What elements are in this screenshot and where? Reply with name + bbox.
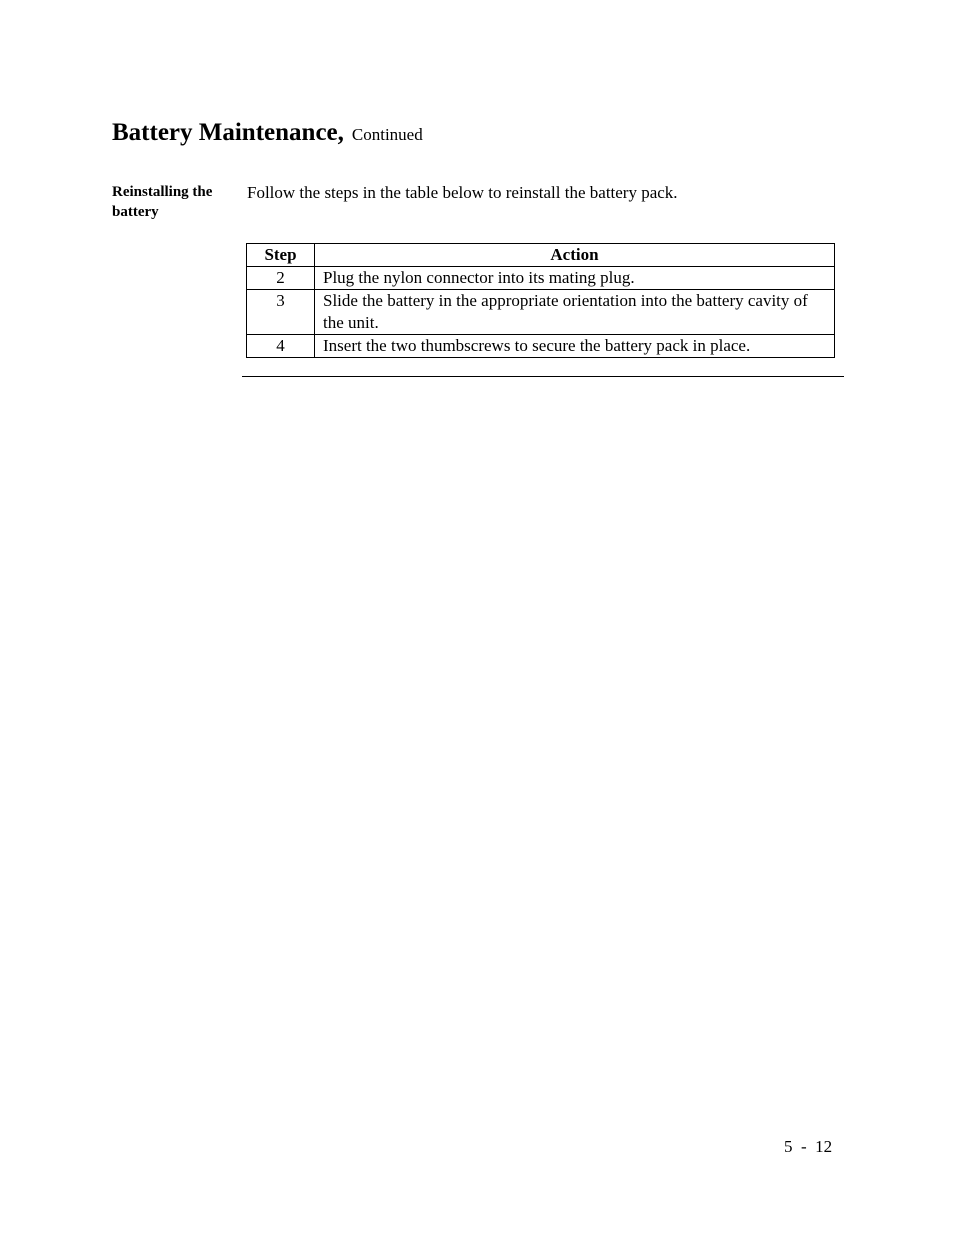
header-action: Action [315, 244, 835, 267]
page-heading [112, 111, 423, 148]
step-number: 4 [247, 335, 315, 358]
table-header-row [247, 244, 835, 267]
block-divider [242, 376, 844, 377]
steps-table [246, 243, 835, 358]
block-label: Reinstalling the battery [112, 184, 213, 220]
table-row [247, 267, 835, 290]
header-step: Step [247, 244, 315, 267]
table-row [247, 335, 835, 358]
step-number: 2 [247, 267, 315, 290]
table-row [247, 290, 835, 335]
step-action: Slide the battery in the appropriate orientation into the battery cavity of the unit. [315, 290, 835, 335]
step-action: Plug the nylon connector into its mating plug. [315, 267, 835, 290]
section-title: Battery Maintenance, [112, 119, 344, 146]
page-number: 5 - 12 [784, 1137, 833, 1156]
continued-label: Continued [351, 125, 423, 144]
intro-text: Follow the steps in the table below to reinstall the battery pack. [247, 183, 678, 202]
step-action: Insert the two thumbscrews to secure the battery pack in place. [315, 335, 835, 358]
step-number: 3 [247, 290, 315, 335]
